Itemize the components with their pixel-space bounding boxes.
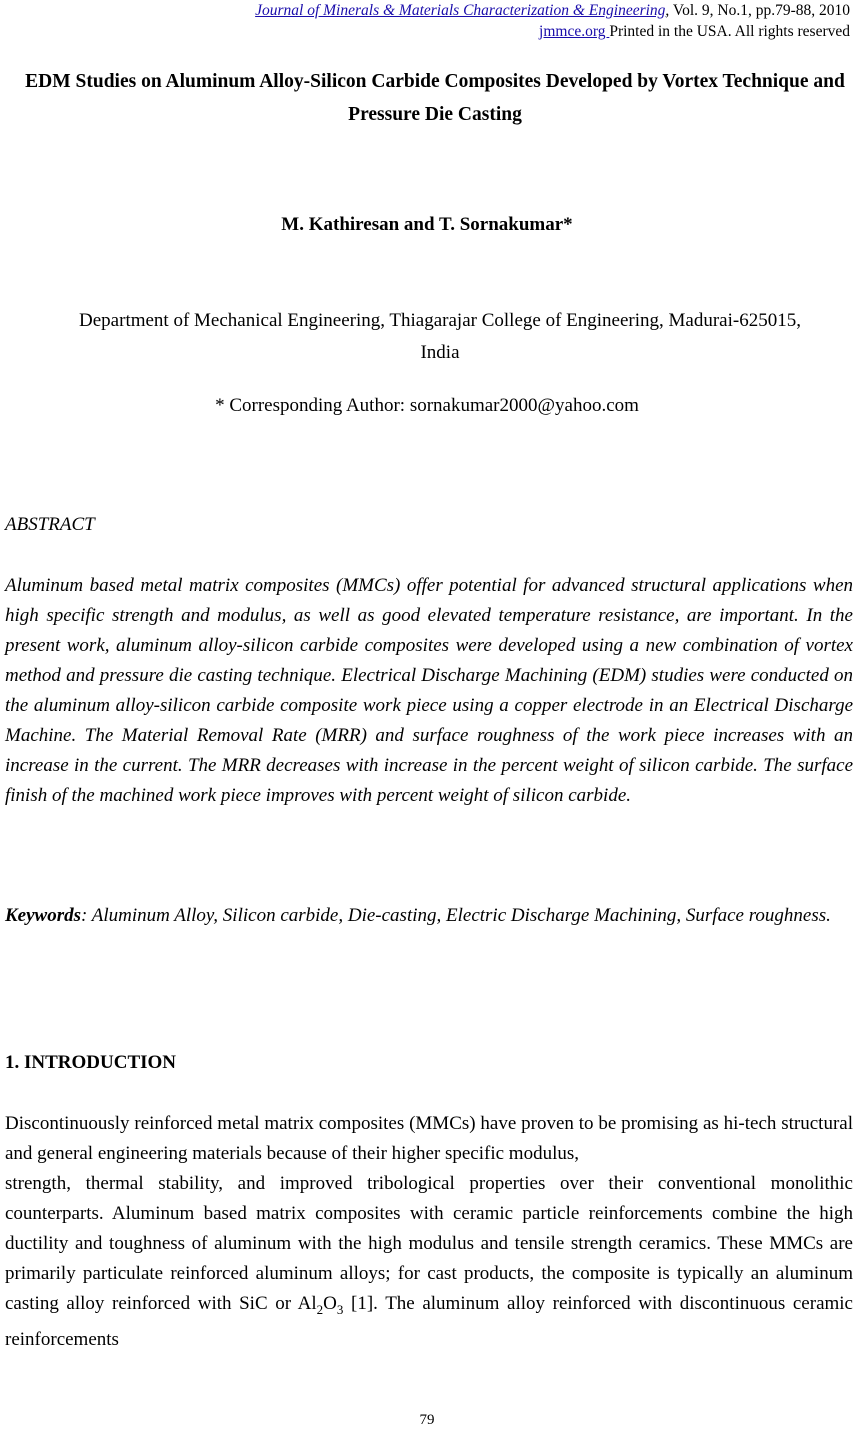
page-number: 79 bbox=[419, 1412, 435, 1428]
introduction-heading: 1. INTRODUCTION bbox=[5, 1052, 177, 1073]
corresponding-author: * Corresponding Author: sornakumar2000@yahoo.com bbox=[215, 395, 639, 416]
intro-text: strength, thermal stability, and improved tribological properties over their conventional monolithic counterparts. Aluminum based matrix composites with ceramic particle reinforcements combine the high ductility and toughness of aluminum with the high modulus and tensile strength ceramics. These MMCs are primarily particulate reinforced aluminum alloys; for cast products, the composite is typically an aluminum casting alloy reinforced with SiC or Al bbox=[5, 1173, 853, 1314]
intro-paragraph-2 bbox=[5, 1169, 853, 1355]
paper-title: EDM Studies on Aluminum Alloy-Silicon Carbide Composites Developed by Vortex Technique and Pressure Die Casting bbox=[25, 71, 845, 125]
journal-header-line2 bbox=[539, 21, 850, 43]
rights-text: Printed in the USA. All rights reserved bbox=[609, 23, 850, 40]
site-link[interactable]: jmmce.org bbox=[539, 23, 610, 40]
intro-text-end: [1]. The aluminum alloy reinforced with discontinuous ceramic reinforcements bbox=[5, 1293, 853, 1350]
affiliation: Department of Mechanical Engineering, Thiagarajar College of Engineering, Madurai-625015, India bbox=[79, 310, 801, 363]
keywords bbox=[5, 901, 853, 931]
keywords-text: : Aluminum Alloy, Silicon carbide, Die-casting, Electric Discharge Machining, Surface roughness. bbox=[81, 905, 831, 926]
abstract-heading: ABSTRACT bbox=[5, 514, 95, 535]
paper-authors: M. Kathiresan and T. Sornakumar* bbox=[281, 214, 573, 235]
intro-paragraph-1: Discontinuously reinforced metal matrix composites (MMCs) have proven to be promising as hi-tech structural and general engineering materials because of their higher specific modulus, bbox=[5, 1113, 853, 1164]
volume-info: , Vol. 9, No.1, pp.79-88, 2010 bbox=[665, 2, 850, 19]
journal-name-link[interactable]: Journal of Minerals & Materials Characterization & Engineering bbox=[255, 2, 666, 19]
journal-header-line1 bbox=[255, 0, 850, 22]
keywords-label: Keywords bbox=[5, 905, 81, 926]
abstract-text: Aluminum based metal matrix composites (MMCs) offer potential for advanced structural applications when high specific strength and modulus, as well as good elevated temperature resistance, are important. In the present work, aluminum alloy-silicon carbide composites were developed using a new combination of vortex method and pressure die casting technique. Electrical Discharge Machining (EDM) studies were conducted on the aluminum alloy-silicon carbide composite work piece using a copper electrode in an Electrical Discharge Machine. The Material Removal Rate (MRR) and surface roughness of the work piece increases with an increase in the current. The MRR decreases with increase in the percent weight of silicon carbide. The surface finish of the machined work piece improves with percent weight of silicon carbide. bbox=[5, 575, 853, 806]
intro-text-mid: O bbox=[323, 1293, 337, 1314]
subscript-3: 3 bbox=[336, 1301, 344, 1317]
subscript-2: 2 bbox=[316, 1301, 324, 1317]
